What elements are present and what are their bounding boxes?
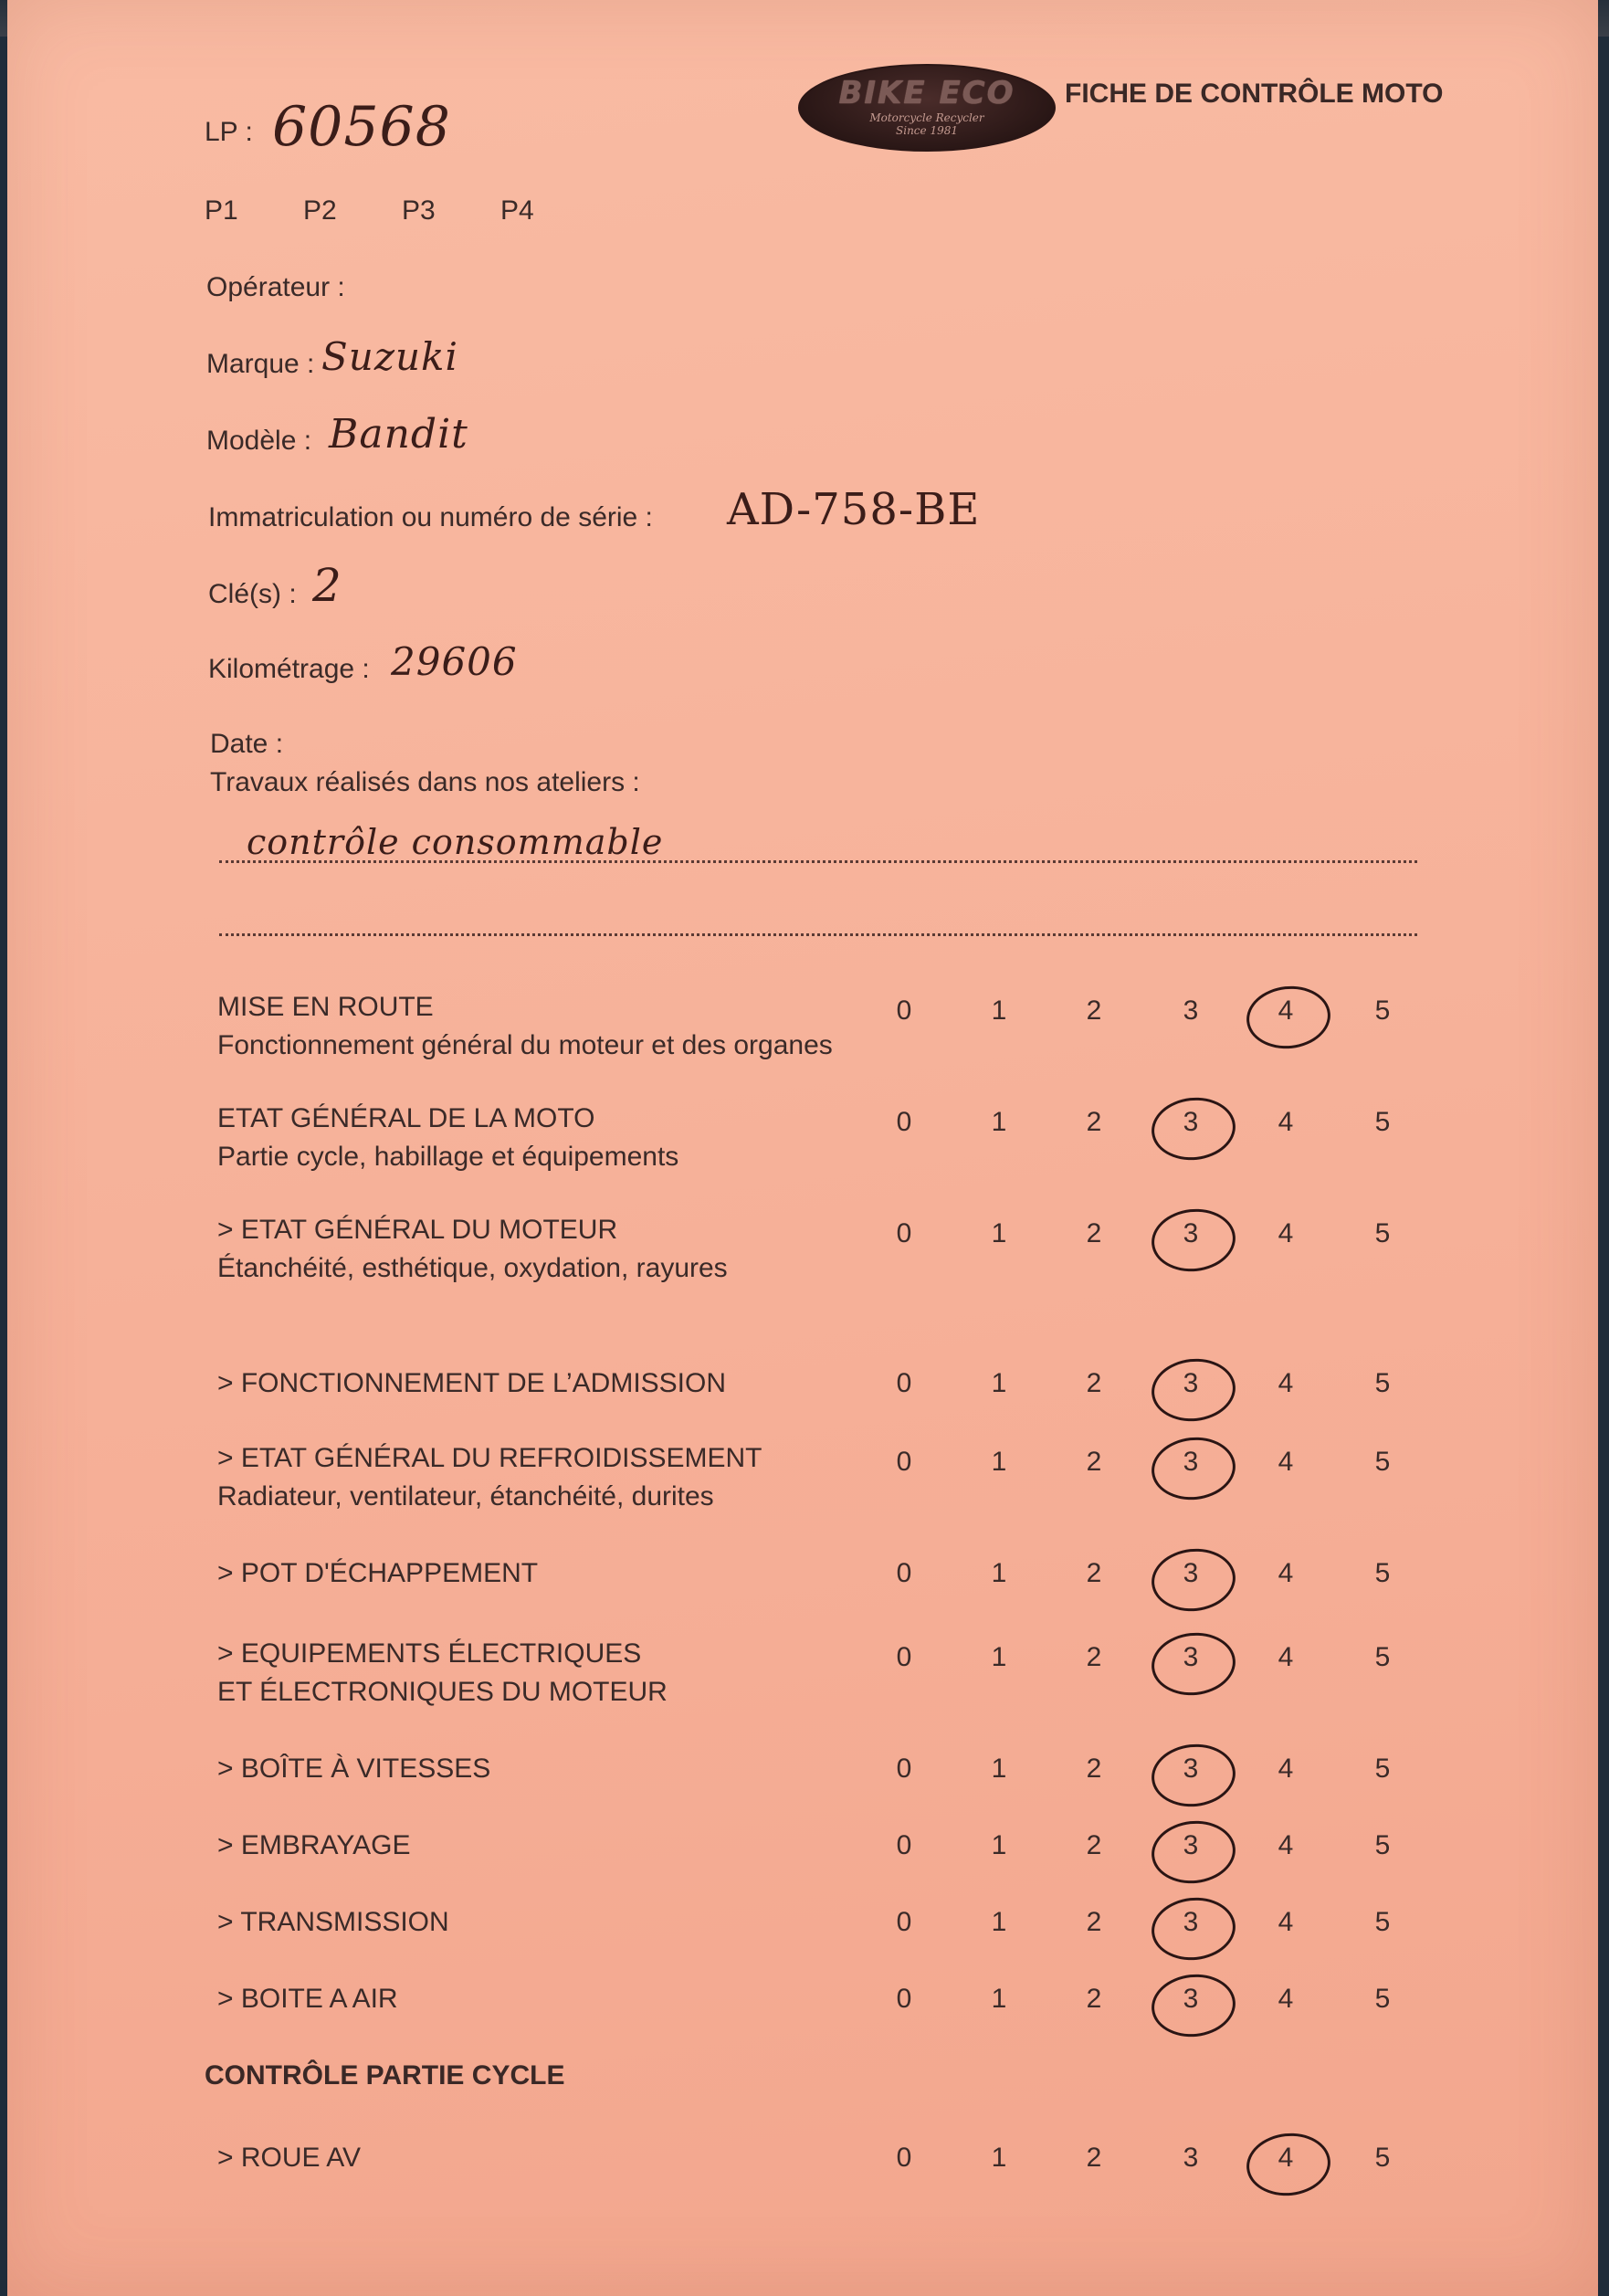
logo-since: Since 1981 [896,124,958,137]
criterion-label: > TRANSMISSION [217,1907,449,1937]
selected-score-circle [1149,1205,1239,1275]
score-option-2[interactable]: 2 [1086,2143,1102,2173]
rating-row-label [217,2139,911,2177]
selected-score-circle [1149,1970,1239,2040]
travaux-label: Travaux réalisés dans nos ateliers : [210,767,640,797]
score-option-0[interactable]: 0 [896,1218,912,1248]
score-option-2[interactable]: 2 [1086,1107,1102,1137]
selected-score-circle [1149,1740,1239,1810]
score-option-2[interactable]: 2 [1086,1907,1102,1937]
criterion-description: Étanchéité, esthétique, oxydation, rayures [217,1253,728,1283]
logo-text: BIKE ECO [838,75,1015,111]
criterion-label: > BOÎTE À VITESSES [217,1754,491,1784]
score-option-4[interactable]: 4 [1278,1830,1294,1860]
criterion-label: > EMBRAYAGE [217,1830,411,1860]
score-option-2[interactable]: 2 [1086,1642,1102,1672]
score-option-5[interactable]: 5 [1374,1447,1391,1477]
modele-label: Modèle : [206,426,312,456]
score-option-3[interactable]: 3 [1183,1642,1199,1672]
score-option-4[interactable]: 4 [1278,2143,1294,2173]
logo-tagline: Motorcycle Recycler [869,111,984,124]
cles-value: 2 [312,559,342,612]
rating-row-label [217,1750,911,1788]
p1-option: P1 [205,195,238,226]
criterion-label: > BOITE A AIR [217,1984,398,2014]
section-partie-cycle: CONTRÔLE PARTIE CYCLE [205,2060,565,2091]
rating-row-label [217,1100,911,1176]
score-option-2[interactable]: 2 [1086,1754,1102,1784]
rating-row-label [217,1903,911,1942]
score-option-5[interactable]: 5 [1374,1368,1391,1398]
criterion-label: > POT D'ÉCHAPPEMENT [217,1558,539,1588]
score-option-0[interactable]: 0 [896,1107,912,1137]
score-option-0[interactable]: 0 [896,1368,912,1398]
score-option-4[interactable]: 4 [1278,1984,1294,2014]
score-option-1[interactable]: 1 [991,1907,1007,1937]
criterion-label: MISE EN ROUTE [217,992,434,1022]
marque-value: Suzuki [321,334,458,379]
selected-score-circle [1244,982,1334,1052]
score-option-4[interactable]: 4 [1278,1558,1294,1588]
selected-score-circle [1149,1093,1239,1164]
rating-row-label [217,1980,911,2018]
score-option-0[interactable]: 0 [896,1447,912,1477]
score-option-2[interactable]: 2 [1086,1558,1102,1588]
p2-option: P2 [303,195,337,226]
score-option-0[interactable]: 0 [896,1830,912,1860]
score-option-5[interactable]: 5 [1374,1830,1391,1860]
score-option-3[interactable]: 3 [1183,1907,1199,1937]
criterion-label: > EQUIPEMENTS ÉLECTRIQUES [217,1638,642,1669]
selected-score-circle [1149,1544,1239,1615]
score-option-2[interactable]: 2 [1086,1830,1102,1860]
score-option-5[interactable]: 5 [1374,995,1391,1026]
score-option-0[interactable]: 0 [896,1754,912,1784]
score-option-4[interactable]: 4 [1278,1447,1294,1477]
page-title: FICHE DE CONTRÔLE MOTO [1065,79,1444,109]
travaux-value: contrôle consommable [247,822,664,862]
score-option-5[interactable]: 5 [1374,1558,1391,1588]
score-option-3[interactable]: 3 [1183,1218,1199,1248]
selected-score-circle [1149,1433,1239,1503]
score-option-5[interactable]: 5 [1374,1642,1391,1672]
cles-label: Clé(s) : [208,579,297,609]
criterion-description: Fonctionnement général du moteur et des organes [217,1030,833,1060]
score-option-1[interactable]: 1 [991,1368,1007,1398]
score-option-4[interactable]: 4 [1278,1754,1294,1784]
score-option-2[interactable]: 2 [1086,1368,1102,1398]
score-option-1[interactable]: 1 [991,1642,1007,1672]
selected-score-circle [1244,2129,1334,2199]
score-option-5[interactable]: 5 [1374,1907,1391,1937]
score-option-2[interactable]: 2 [1086,1984,1102,2014]
rating-row-label [217,1635,911,1711]
score-option-1[interactable]: 1 [991,995,1007,1026]
rating-row-label [217,1439,911,1516]
score-option-4[interactable]: 4 [1278,1642,1294,1672]
kilometrage-label: Kilométrage : [208,654,370,684]
criterion-label: ETAT GÉNÉRAL DE LA MOTO [217,1103,595,1133]
score-option-3[interactable]: 3 [1183,1754,1199,1784]
rating-row-label [217,1364,911,1403]
selected-score-circle [1149,1628,1239,1699]
operateur-label: Opérateur : [206,272,345,302]
lp-value: 60568 [272,95,451,159]
score-option-1[interactable]: 1 [991,1984,1007,2014]
score-option-0[interactable]: 0 [896,1907,912,1937]
score-option-5[interactable]: 5 [1374,1984,1391,2014]
score-option-3[interactable]: 3 [1183,995,1199,1026]
dotted-line-2 [219,933,1417,936]
score-option-5[interactable]: 5 [1374,2143,1391,2173]
score-option-1[interactable]: 1 [991,1754,1007,1784]
score-option-1[interactable]: 1 [991,1107,1007,1137]
p4-option: P4 [500,195,534,226]
score-option-3[interactable]: 3 [1183,2143,1199,2173]
p3-option: P3 [402,195,436,226]
score-option-2[interactable]: 2 [1086,1218,1102,1248]
score-option-1[interactable]: 1 [991,1830,1007,1860]
score-option-1[interactable]: 1 [991,1218,1007,1248]
criterion-label: > ETAT GÉNÉRAL DU MOTEUR [217,1215,618,1245]
score-option-4[interactable]: 4 [1278,1907,1294,1937]
rating-row-label [217,1554,911,1593]
criterion-description: Radiateur, ventilateur, étanchéité, durites [217,1481,714,1511]
score-option-0[interactable]: 0 [896,995,912,1026]
rating-row-label [217,988,911,1065]
score-option-2[interactable]: 2 [1086,1447,1102,1477]
score-option-3[interactable]: 3 [1183,1107,1199,1137]
score-option-4[interactable]: 4 [1278,1107,1294,1137]
score-option-5[interactable]: 5 [1374,1754,1391,1784]
modele-value: Bandit [329,411,468,458]
immatriculation-label: Immatriculation ou numéro de série : [208,502,653,532]
date-label: Date : [210,729,284,759]
selected-score-circle [1149,1354,1239,1425]
score-option-5[interactable]: 5 [1374,1218,1391,1248]
criterion-label: > ETAT GÉNÉRAL DU REFROIDISSEMENT [217,1443,762,1473]
score-option-3[interactable]: 3 [1183,1368,1199,1398]
rating-row-label [217,1211,911,1288]
kilometrage-value: 29606 [391,639,518,684]
score-option-5[interactable]: 5 [1374,1107,1391,1137]
criterion-description: ET ÉLECTRONIQUES DU MOTEUR [217,1677,668,1707]
score-option-0[interactable]: 0 [896,2143,912,2173]
score-option-4[interactable]: 4 [1278,1218,1294,1248]
score-option-3[interactable]: 3 [1183,1558,1199,1588]
score-option-0[interactable]: 0 [896,1984,912,2014]
score-option-0[interactable]: 0 [896,1642,912,1672]
bike-eco-logo [798,64,1056,152]
control-sheet [7,0,1598,2296]
score-option-4[interactable]: 4 [1278,995,1294,1026]
score-option-0[interactable]: 0 [896,1558,912,1588]
score-option-1[interactable]: 1 [991,1447,1007,1477]
rating-row-label [217,1827,911,1865]
score-option-2[interactable]: 2 [1086,995,1102,1026]
score-option-3[interactable]: 3 [1183,1984,1199,2014]
score-option-4[interactable]: 4 [1278,1368,1294,1398]
criterion-description: Partie cycle, habillage et équipements [217,1142,679,1172]
criterion-label: > ROUE AV [217,2143,362,2173]
immatriculation-value: AD-758-BE [727,484,981,535]
score-option-1[interactable]: 1 [991,2143,1007,2173]
score-option-3[interactable]: 3 [1183,1830,1199,1860]
dotted-line-1 [219,860,1417,863]
selected-score-circle [1149,1893,1239,1964]
criterion-label: > FONCTIONNEMENT DE L’ADMISSION [217,1368,727,1398]
selected-score-circle [1149,1817,1239,1887]
lp-label: LP : [205,117,253,147]
score-option-3[interactable]: 3 [1183,1447,1199,1477]
score-option-1[interactable]: 1 [991,1558,1007,1588]
marque-label: Marque : [206,349,315,379]
